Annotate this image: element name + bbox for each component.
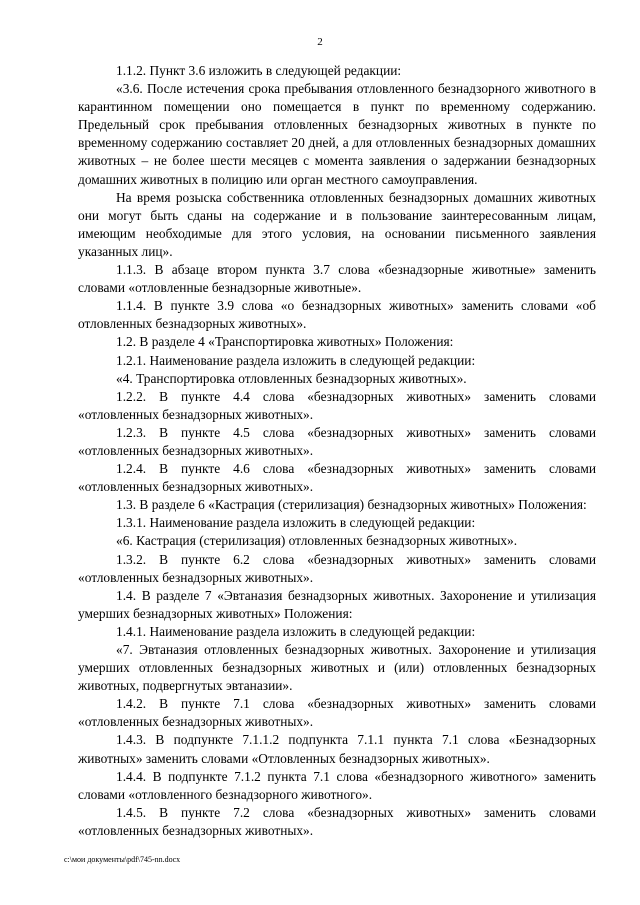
paragraph: 1.2. В разделе 4 «Транспортировка животных» Положения: [116,334,454,350]
paragraph: 1.3.2. В пункте 6.2 слова «безнадзорных животных» заменить словами «отловленных безнадзорных животных». [78,551,596,585]
paragraph: 1.1.3. В абзаце втором пункта 3.7 слова «безнадзорные животные» заменить словами «отловленные безнадзорные животные». [78,262,596,296]
paragraph: «6. Кастрация (стерилизация) отловленных безнадзорных животных». [116,533,518,549]
paragraph: «3.6. После истечения срока пребывания отловленного безнадзорного животного в карантинном помещении оно помещается в пункт по временному содержанию. Предельный срок пребывания отловленных безнадзорных животных в пункте по временному содержанию составляет 20 дней, а для отловленных безнадзорных домашних животных – не более шести месяцев с момента заявления о задержании безнадзорных домашних животных в полицию или орган местного самоуправления. [78,81,596,187]
paragraph: 1.4.5. В пункте 7.2 слова «безнадзорных животных» заменить словами «отловленных безнадзорных животных». [78,804,596,838]
paragraph: 1.2.1. Наименование раздела изложить в следующей редакции: [116,352,476,368]
paragraph: 1.2.4. В пункте 4.6 слова «безнадзорных животных» заменить словами «отловленных безнадзорных животных». [78,461,596,495]
footer-file-path: c:\мои документы\pdf\745-nn.docx [64,855,181,864]
paragraph: 1.1.2. Пункт 3.6 изложить в следующей редакции: [116,63,402,78]
paragraph: 1.3.1. Наименование раздела изложить в следующей редакции: [116,515,476,531]
paragraph: 1.4.1. Наименование раздела изложить в следующей редакции: [116,623,476,639]
paragraph: 1.4.2. В пункте 7.1 слова «безнадзорных животных» заменить словами «отловленных безнадзорных животных». [78,696,596,730]
paragraph: «7. Эвтаназия отловленных безнадзорных животных. Захоронение и утилизация умерших отловленных безнадзорных животных и (или) отловленных безнадзорных животных, подвергнутых эвтаназии». [78,642,596,694]
paragraph: 1.1.4. В пункте 3.9 слова «о безнадзорных животных» заменить словами «об отловленных безнадзорных животных». [78,298,596,332]
paragraph: 1.4. В разделе 7 «Эвтаназия безнадзорных животных. Захоронение и утилизация умерших безнадзорных животных» Положения: [78,587,596,621]
paragraph: 1.4.3. В подпункте 7.1.1.2 подпункта 7.1.1 пункта 7.1 слова «Безнадзорных животных» заменить словами «Отловленных безнадзорных животных». [78,732,596,766]
paragraph: На время розыска собственника отловленных безнадзорных домашних животных они могут быть сданы на содержание и в пользование заинтересованным лицам, имеющим необходимые для этого условия, на основании письменного заявления указанных лиц». [78,189,596,259]
document-body [78,62,596,840]
paragraph: «4. Транспортировка отловленных безнадзорных животных». [116,370,467,386]
paragraph: 1.4.4. В подпункте 7.1.2 пункта 7.1 слова «безнадзорного животного» заменить словами «отловленного безнадзорного животного». [78,768,596,802]
paragraph: 1.3. В разделе 6 «Кастрация (стерилизация) безнадзорных животных» Положения: [116,497,587,513]
paragraph: 1.2.2. В пункте 4.4 слова «безнадзорных животных» заменить словами «отловленных безнадзорных животных». [78,388,596,422]
page-number: 2 [317,36,323,48]
paragraph: 1.2.3. В пункте 4.5 слова «безнадзорных животных» заменить словами «отловленных безнадзорных животных». [78,424,596,458]
